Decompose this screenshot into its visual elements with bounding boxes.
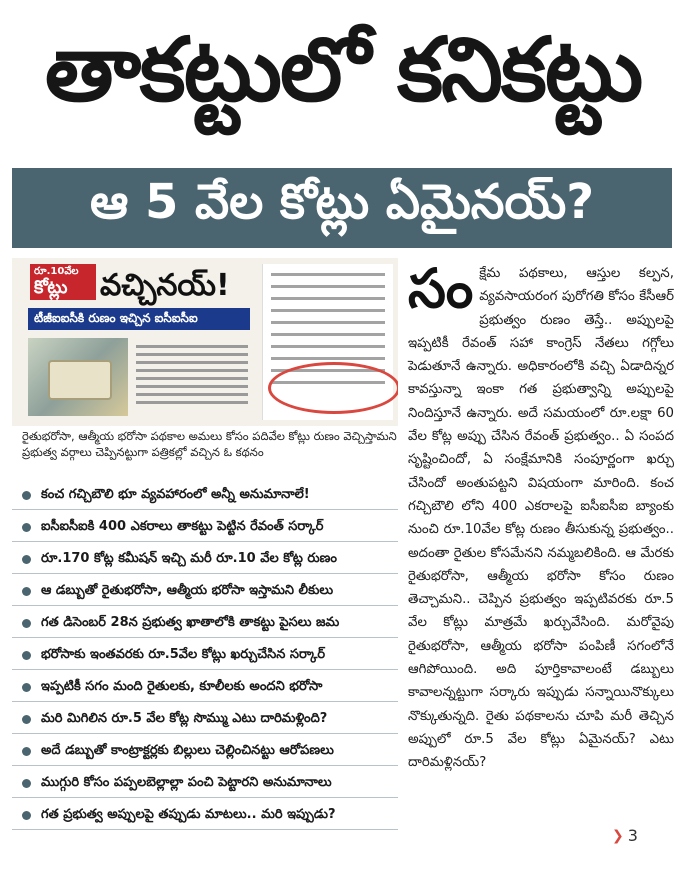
bullet-item <box>12 514 398 542</box>
chevron-right-icon: ❯ <box>612 827 624 844</box>
bullet-dot-icon <box>22 747 31 756</box>
drop-cap: సం <box>408 257 474 320</box>
clipping-text-lines <box>136 340 248 409</box>
bullet-text: కంచ గచ్చిబౌలి భూ వ్యవహారంలో అన్నీ అనుమానాలే! <box>41 486 310 502</box>
bullet-item <box>12 482 398 510</box>
bullet-item <box>12 546 398 574</box>
bullet-dot-icon <box>22 651 31 660</box>
bullet-item <box>12 802 398 830</box>
bullet-item <box>12 578 398 606</box>
bullet-text: రూ.170 కోట్ల కమీషన్‌ ఇచ్చి మరీ రూ.10 వేల కోట్ల రుణం <box>41 550 337 566</box>
bullet-list <box>12 482 398 834</box>
bullet-dot-icon <box>22 587 31 596</box>
subheadline: ఆ 5 వేల కోట్లు ఏమైనయ్‌? <box>12 168 672 248</box>
bullet-dot-icon <box>22 683 31 692</box>
bullet-dot-icon <box>22 491 31 500</box>
bullet-text: అదే డబ్బుతో కాంట్రాక్టర్లకు బిల్లులు చెల్లించినట్టు ఆరోపణలు <box>41 742 334 758</box>
clipping-photo <box>28 338 128 416</box>
bullet-text: ఐసీఐసీఐకి 400 ఎకరాలు తాకట్టు పెట్టిన రేవంత్‌ సర్కార్‌ <box>41 518 324 534</box>
bullet-text: గత డిసెంబర్‌ 28న ప్రభుత్వ ఖాతాలోకి తాకట్టు పైసలు జమ <box>41 614 340 630</box>
page-number: 3 <box>627 826 638 845</box>
clipping-kicker <box>30 264 96 300</box>
money-stack-icon <box>48 360 112 400</box>
bullet-text: ఆ డబ్బుతో రైతుభరోసా, ఆత్మీయ భరోసా ఇస్తామని లీకులు <box>41 582 334 598</box>
clipping-left-panel <box>12 258 260 426</box>
page-reference[interactable] <box>612 826 638 845</box>
bullet-item <box>12 610 398 638</box>
bullet-text: మరి మిగిలిన రూ.5 వేల కోట్ల సొమ్ము ఎటు దారిమళ్లింది? <box>41 710 328 726</box>
bullet-text: భరోసాకు ఇంతవరకు రూ.5వేల కోట్లు ఖర్చుచేసిన సర్కార్‌ <box>41 646 326 662</box>
bullet-dot-icon <box>22 811 31 820</box>
clipping-bar: టీజీఐఐసీకి రుణం ఇచ్చిన ఐసీఐసీఐ <box>28 308 250 330</box>
bullet-dot-icon <box>22 523 31 532</box>
bullet-item <box>12 674 398 702</box>
bullet-dot-icon <box>22 779 31 788</box>
headline: తాకట్టులో కనికట్టు <box>44 17 642 121</box>
bullet-text: ముగ్గురి కోసం పప్పలబెల్లాల్లా పంచి పెట్టారని అనుమానాలు <box>41 774 332 790</box>
bullet-text: గత ప్రభుత్వ అప్పులపై తప్పుడు మాటలు.. మరి ఇప్పుడు? <box>41 806 336 822</box>
article-body <box>408 257 674 775</box>
bullet-dot-icon <box>22 715 31 724</box>
clipping-kicker-small: రూ.10వేల <box>34 266 79 277</box>
bullet-item <box>12 706 398 734</box>
bullet-dot-icon <box>22 619 31 628</box>
bullet-text: ఇప్పటికీ సగం మంది రైతులకు, కూలీలకు అందని భరోసా <box>41 678 323 694</box>
bullet-item <box>12 770 398 798</box>
bullet-item <box>12 738 398 766</box>
clipping-caption: రైతుభరోసా, ఆత్మీయ భరోసా పథకాల అమలు కోసం పదివేల కోట్లు రుణం వెచ్చిస్తామని ప్రభుత్వ వర్గాలు చెప్పినట్టుగా పత్రికల్లో వచ్చిన ఓ కథనం <box>22 429 397 459</box>
highlight-oval <box>268 362 398 414</box>
news-clipping-image <box>12 258 398 426</box>
bullet-item <box>12 642 398 670</box>
bullet-dot-icon <box>22 555 31 564</box>
clipping-kicker-big: కోట్లు <box>34 277 68 298</box>
clipping-title: వచ్చినయ్‌! <box>100 268 230 303</box>
article-text: క్షేమ పథకాలు, ఆస్తుల కల్పన, వ్యవసాయరంగ పురోగతి కోసం కేసీఆర్‌ ప్రభుత్వం రుణం తెస్తే.. అప్పులపై ఇప్పటికీ రేవంత్‌ సహా కాంగ్రెస్‌ నేతలు గగ్గోలు పెడుతూనే ఉన్నారు. అధికారంలోకి వచ్చి ఏడాదిన్నర కావస్తున్నా ఇంకా గత ప్రభుత్వాన్ని అప్పులపై నిందిస్తూనే ఉన్నారు. అదే సమయంలో రూ.లక్షా 60 వేల కోట్ల అప్పు చేసిన రేవంత్‌ ప్రభుత్వం.. ఏ సంపద సృష్టించిందో, ఏ సంక్షేమానికి సంపూర్ణంగా ఖర్చు చేసిందో అంతుపట్టని విషయంగా మారింది. కంచ గచ్చిబౌలి లోని 400 ఎకరాలపై ఐసీఐసీఐ బ్యాంకు నుంచి రూ.10వేల కోట్ల రుణం తీసుకున్న ప్రభుత్వం.. అదంతా రైతుల కోసమేనని నమ్మబలికింది. ఆ మేరకు రైతుభరోసా, ఆత్మీయ భరోసా కోసం రుణం తెచ్చామని.. చెప్పిన ప్రభుత్వం ఇప్పటివరకు రూ.5 వేల కోట్లు మాత్రమే ఖర్చువేసింది. మరోవైపు రైతుభరోసా, ఆత్మీయ భరోసా పంపిణీ సగంలోనే ఆగిపోయింది. అది పూర్తికావాలంటే డబ్బులు కావాలన్నట్టుగా సర్కారు ఇప్పుడు సన్నాయినొక్కులు నొక్కుతున్నది. రైతు పథకాలను చూపి మరీ తెచ్చిన అప్పులో రూ.5 వేల కోట్లు ఏమైనయ్‌? ఎటు దారిమళ్లినయ్‌? <box>408 266 674 771</box>
